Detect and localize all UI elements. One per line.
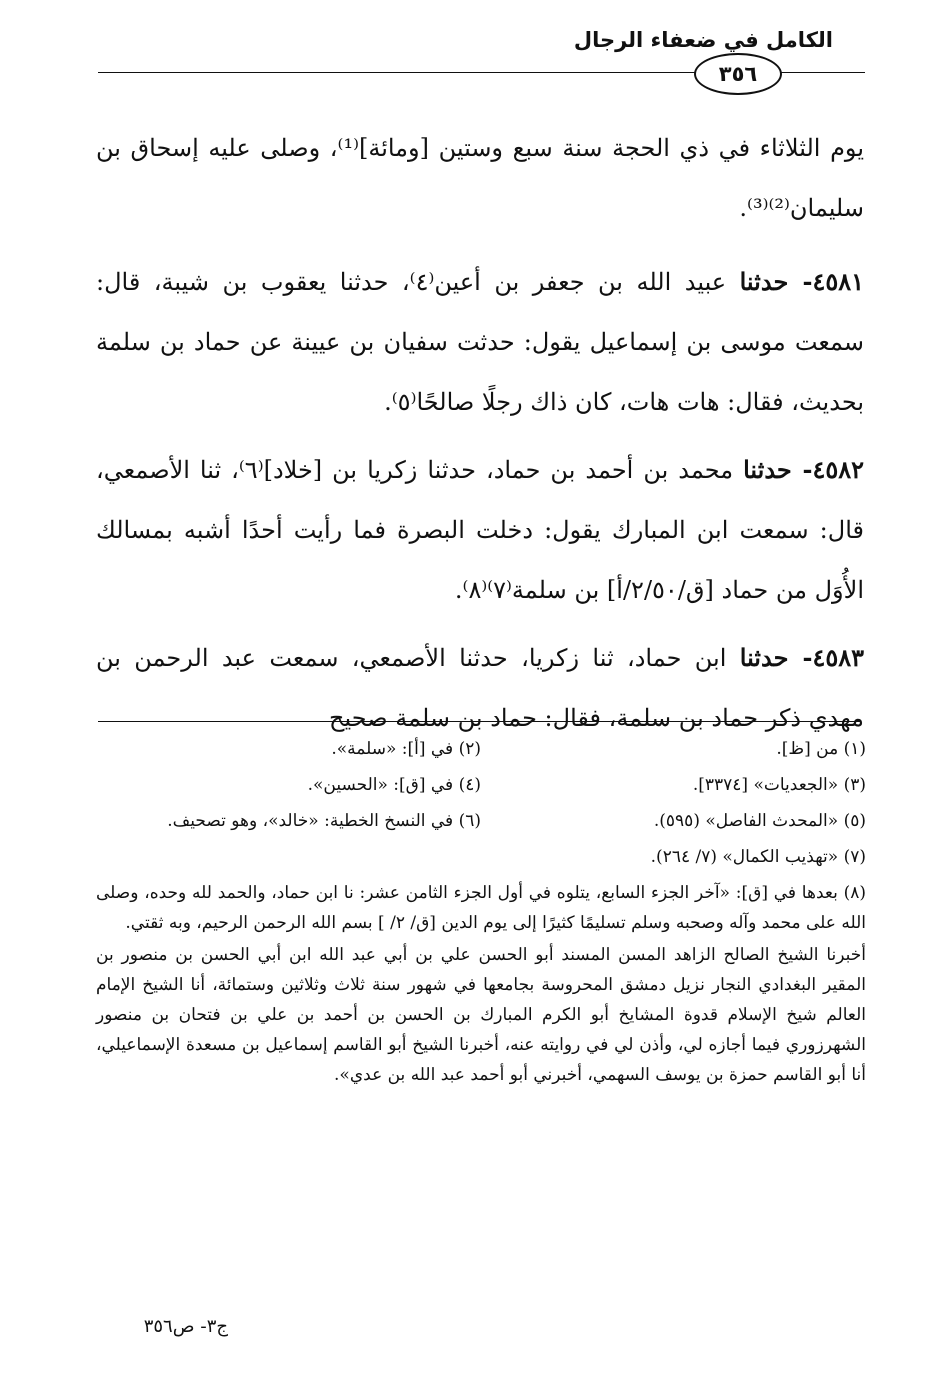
footnote-row bbox=[96, 770, 866, 800]
paragraph-text: محمد بن أحمد بن حماد، حدثنا زكريا بن [خلاد]⁽٦⁾، ثنا الأصمعي، قال: سمعت ابن المبارك يقول: دخلت البصرة فما رأيت أحدًا أشبه بمسالك الأُوَل من حماد [ق/٢/٥٠/أ] بن سلمة⁽٧⁾⁽٨⁾. bbox=[96, 456, 864, 604]
footnote-1: (١) من [ظ]. bbox=[776, 739, 866, 759]
paragraph-text: عبيد الله بن جعفر بن أعين⁽٤⁾، حدثنا يعقوب بن شيبة، قال: سمعت موسى بن إسماعيل يقول: حدثت سفيان بن عيينة عن حماد بن سلمة بحديث، فقال: هات هات، كان ذاك رجلًا صالحًا⁽٥⁾. bbox=[96, 268, 864, 416]
narration-4583 bbox=[96, 628, 864, 748]
narration-lead: ٤٥٨١- حدثنا bbox=[739, 267, 865, 296]
footnote-8: (٨) بعدها في [ق]: «آخر الجزء السابع، يتلوه في أول الجزء الثامن عشر: نا ابن حماد، والحمد لله وحده، وصلى الله على محمد وآله وصحبه وسلم تسليمًا كثيرًا إلى يوم الدين [ق/ ٢/ ] بسم الله الرحمن الرحيم، وبه ثقتي. bbox=[96, 883, 866, 933]
paragraph-continuation bbox=[96, 118, 864, 238]
footnote-3: (٣) «الجعديات» [٣٣٧٤]. bbox=[692, 775, 866, 795]
footnote-row bbox=[96, 842, 866, 872]
volume-page-reference: ج٣- ص٣٥٦ bbox=[143, 1316, 228, 1337]
page-number-badge: ٣٥٦ bbox=[694, 53, 782, 95]
main-text bbox=[96, 118, 864, 756]
footnote-2: (٢) في [أ]: «سلمة». bbox=[331, 739, 481, 759]
footnote-row bbox=[96, 734, 866, 764]
paragraph-text: يوم الثلاثاء في ذي الحجة سنة سبع وستين [ومائة]⁽¹⁾، وصلى عليه إسحاق بن سليمان⁽²⁾⁽³⁾. bbox=[96, 134, 865, 222]
narration-lead: ٤٥٨٣- حدثنا bbox=[739, 643, 865, 672]
footnote-6: (٦) في النسخ الخطية: «خالد»، وهو تصحيف. bbox=[167, 811, 481, 831]
narration-lead: ٤٥٨٢- حدثنا bbox=[743, 455, 864, 484]
footnote-7: (٧) «تهذيب الكمال» (٧/ ٢٦٤). bbox=[650, 847, 866, 867]
footnotes bbox=[96, 734, 866, 1090]
running-title: الكامل في ضعفاء الرجال bbox=[573, 28, 833, 52]
footnote-row bbox=[96, 806, 866, 836]
footnote-5: (٥) «المحدث الفاصل» (٥٩٥). bbox=[653, 811, 866, 831]
footnote-separator bbox=[98, 721, 860, 722]
footnote-4: (٤) في [ق]: «الحسين». bbox=[307, 775, 481, 795]
paragraph-text: ابن حماد، ثنا زكريا، حدثنا الأصمعي، سمعت عبد الرحمن بن مهدي ذكر حماد بن سلمة، فقال: حماد بن سلمة صحيح bbox=[96, 644, 864, 732]
narration-4582 bbox=[96, 440, 864, 620]
narration-4581 bbox=[96, 252, 864, 432]
footnote-8-continued: أخبرنا الشيخ الصالح الزاهد المسن المسند أبو الحسن علي بن أبي عبد الله ابن أبي الحسن بن منصور بن المقير البغدادي النجار نزيل دمشق المحروسة بجامعها في شهور سنة ثلاث وثلاثين وستمائة، أنا الشيخ الإمام العالم شيخ الإسلام قدوة المشايخ أبو الكرم المبارك بن الحسن بن أحمد بن علي بن فتحان بن منصور الشهرزوري فيما أجازه لي، وأذن لي في روايته عنه، أخبرنا الشيخ أبو القاسم إسماعيل بن مسعدة الإسماعيلي، أنا أبو القاسم حمزة بن يوسف السهمي، أخبرني أبو أحمد عبد الله بن عدي». bbox=[96, 945, 866, 1085]
